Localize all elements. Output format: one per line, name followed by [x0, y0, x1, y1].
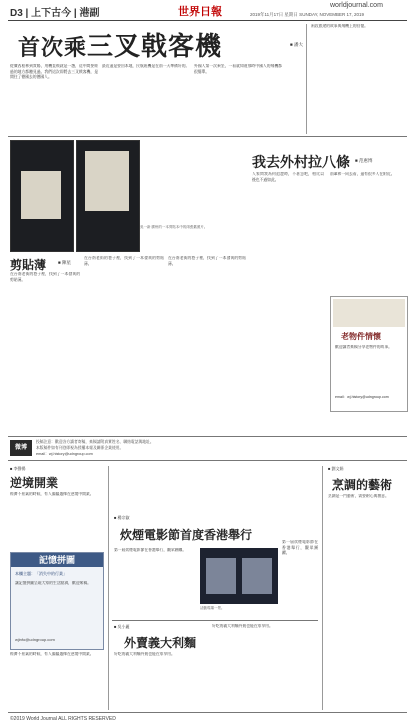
- left-headline: 剪貼薄: [10, 258, 47, 272]
- center-body-col2: 第一屆炊煙電影節在香港舉行，觀眾踴躍。: [282, 540, 318, 556]
- center-tag: ■ 楊宗叡: [114, 515, 130, 520]
- info-bar-top-rule: [8, 436, 407, 437]
- center-body-col1: 第一屆炊煙電影節在香港舉行，觀眾踴躍。: [114, 548, 187, 552]
- left-body-col1: 在台南老街的巷子裡，找到了一本發黃的剪貼薄。: [10, 272, 80, 282]
- lead-headline-small: 首次乘: [18, 35, 88, 60]
- middle-byline: ■ 范惠博: [355, 158, 373, 163]
- info-bar-bottom-rule: [8, 460, 407, 461]
- memory-email[interactable]: wjinfo@udngroup.com: [15, 637, 55, 642]
- right-tag: ■ 劉文娟: [328, 466, 344, 471]
- lead-body-col1: 從廣西桂林到貴陽，用機直飛就是一趟，這中間要經過的地方都聽見過。我們這次即將去三叉戟客機，是開往了德國去的德國人。: [10, 64, 98, 80]
- ad-box-email[interactable]: email：wj.history@udngroup.com: [335, 395, 389, 399]
- festival-photo-frame-2: [242, 558, 272, 594]
- masthead-logo: 世界日報: [178, 6, 222, 18]
- scrapbook-photo-left: [10, 140, 74, 252]
- ad-box-body: 歡迎讀者來稿分享老物件的故事。: [335, 345, 392, 349]
- lead-body-right-col: 兩段旅途的故事與飛機上的回憶。: [311, 24, 368, 28]
- food-headline: 外賣義大利麵: [124, 636, 197, 650]
- col1-tag: ■ 李聲揚: [10, 466, 26, 471]
- left-byline: ■ 陳星: [58, 260, 71, 265]
- bottom-divider-left: [108, 466, 109, 710]
- copyright: ©2019 World Journal ALL RIGHTS RESERVED: [10, 716, 116, 722]
- scrapbook-photo-inset: [21, 171, 61, 219]
- bottom-divider-right: [322, 466, 323, 710]
- scrapbook-photo-right: [76, 140, 140, 252]
- lead-headline: [18, 26, 222, 63]
- right-body: 烹調是一門藝術，需要耐心與創意。: [328, 494, 389, 498]
- info-bar-label: 微博: [10, 440, 32, 456]
- food-rule: [112, 620, 318, 621]
- food-body-col1: 好吃的義大利麵外賣也能在家享用。: [114, 652, 175, 656]
- food-tag: ■ 吳小麗: [114, 624, 130, 629]
- middle-body-col1: 人家問我為何追趕時，不著急吧，相比以後也不過如此。: [252, 172, 324, 182]
- memory-box: [10, 552, 104, 650]
- site-url[interactable]: worldjournal.com: [330, 2, 383, 9]
- section-rule: [8, 136, 407, 137]
- memory-banner: 記憶拼圖: [11, 553, 103, 567]
- left-body-col3: 在台南老街的巷子裡，找到了一本發黃的剪貼薄。: [168, 256, 246, 266]
- col1-body: 經濟不景氣的時候，有人偏偏選擇在逆境中開業。: [10, 492, 94, 496]
- col1-body-continued: 經濟不景氣的時候，有人偏偏選擇在逆境中開業。: [10, 652, 94, 656]
- ad-box-image: [333, 299, 405, 327]
- info-bar-line2: 本版稿件如有刊登即視為授權本報及關係企業使用。: [36, 446, 124, 450]
- col1-headline: 逆境開業: [10, 476, 59, 490]
- lead-body-col3: 外國人第一次乘坐，一看就知道那時中國人的飛機都很簡單。: [194, 64, 282, 74]
- lead-headline-big: 三叉戟客機: [87, 32, 223, 61]
- column-divider: [306, 24, 307, 134]
- left-body-col2: 在台南老街的巷子裡，找到了一本發黃的剪貼薄。: [84, 256, 164, 266]
- header-rule: [8, 20, 407, 21]
- festival-photo-frame-1: [206, 558, 236, 594]
- scrapbook-photo-caption: 吳一新 廣州的一本剪貼本中的兩張舊照片。: [140, 225, 208, 229]
- ad-box: [330, 296, 408, 412]
- middle-headline: 我去外村拉八條: [252, 156, 350, 171]
- festival-photo: [200, 548, 278, 604]
- section-label: D3 | 上下古今 | 港副: [10, 8, 100, 19]
- center-headline: 炊煙電影節首度香港舉行: [120, 528, 253, 542]
- memory-subtitle: 本欄主題：「消失中的行業」: [15, 571, 67, 576]
- scrapbook-photo-right-inset: [85, 151, 129, 211]
- ad-box-title: 老物件情懷: [341, 332, 381, 341]
- lead-byline: ■ 潘大: [290, 42, 303, 47]
- memory-body: 讓記憶拼圖呈現大家的生活點滴，歡迎來稿。: [15, 581, 91, 585]
- lead-body-col2: 最近還是要回本地，民航班機是在前一天準備好的。: [102, 64, 190, 68]
- info-bar-email[interactable]: email：wj.history@udngroup.com: [36, 452, 93, 456]
- footer-rule: [8, 712, 407, 713]
- middle-body-col2: 前輩和一同去看，還有很多人在附近。: [330, 172, 395, 176]
- festival-photo-caption: 活動現場一景。: [200, 606, 225, 610]
- food-body-col2: 好吃的義大利麵外賣也能在家享用。: [212, 624, 273, 628]
- info-bar-line1: 投稿注意：歡迎各方讀者寄稿，來稿請附真實姓名、聯絡電話與地址。: [36, 440, 154, 444]
- right-headline: 烹調的藝術: [332, 478, 393, 492]
- issue-date: 2019年11月17日 星期日 SUNDAY, NOVEMBER 17, 2019: [250, 12, 365, 17]
